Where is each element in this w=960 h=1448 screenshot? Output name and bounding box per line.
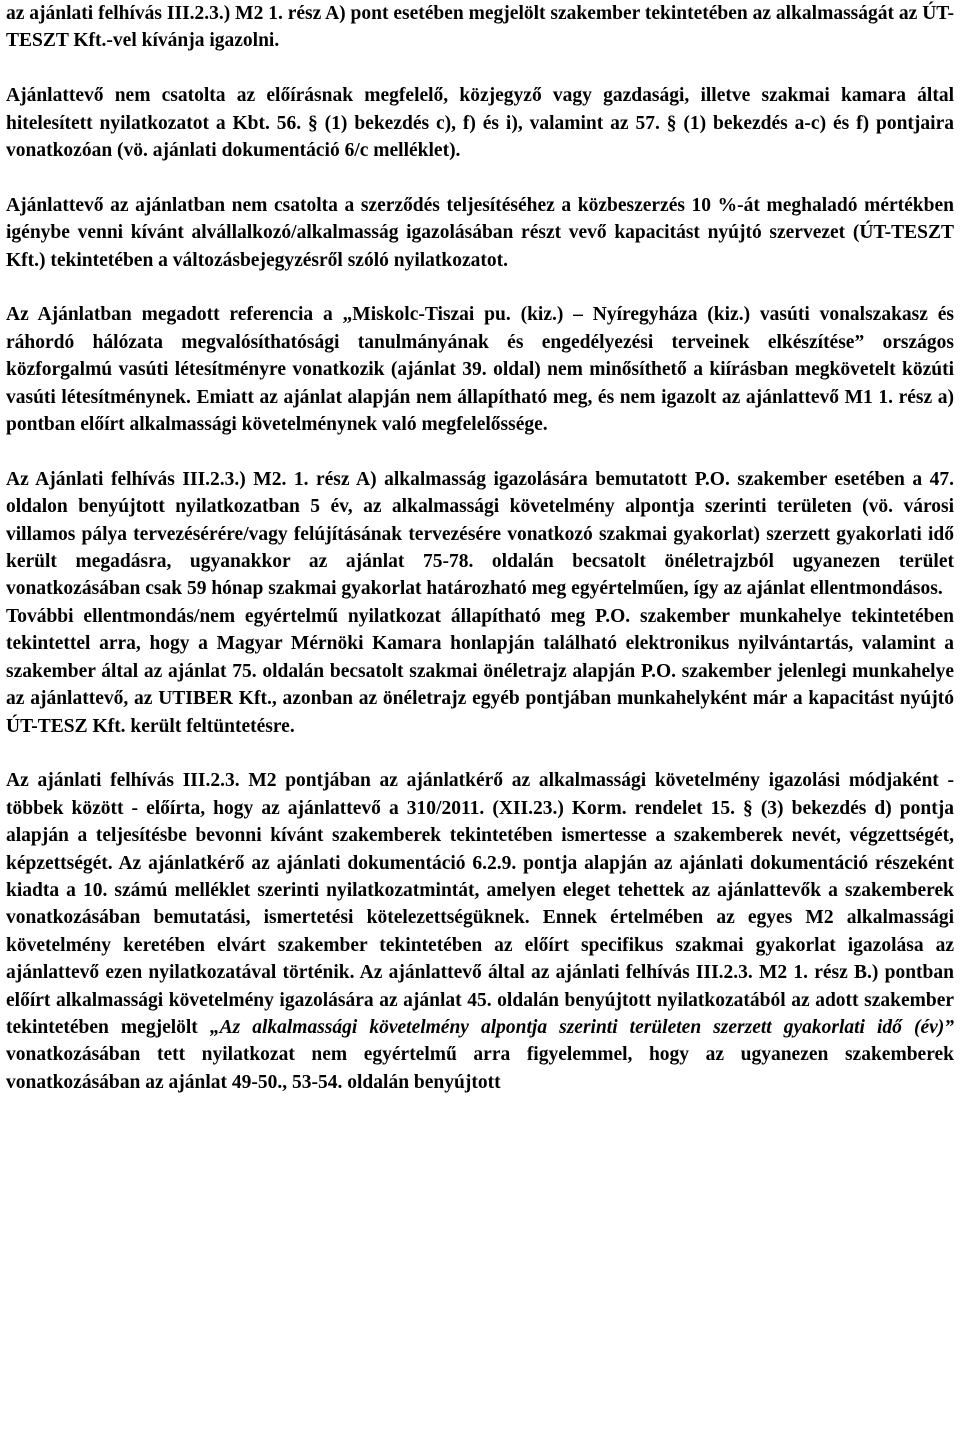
paragraph-gap	[6, 438, 954, 465]
paragraph-2: Ajánlattevő nem csatolta az előírásnak megfelelő, közjegyző vagy gazdasági, illetve szakmai kamara által hitelesített nyilatkozatot a Kbt. 56. § (1) bekezdés c), f) és i), valamint az 57. § (1) bekezdés a-c) és f) pontjaira vonatkozóan (vö. ajánlati dokumentáció 6/c melléklet).	[6, 85, 954, 162]
paragraph-7-lead-text: Az ajánlati felhívás III.2.3. M2 pontjában az ajánlatkérő az alkalmassági követelmény igazolási módjaként - többek között - előírta, hogy az ajánlattevő a 310/2011. (XII.23.) Korm. rendelet 15. § (3) bekezdés d) pontja alapján a teljesítésbe bevonni kívánt szakemberek tekintetében ismertesse a szakemberek nevét, végzettségét, képzettségét. Az ajánlatkérő az ajánlati dokumentáció 6.2.9. pontja alapján az ajánlati dokumentáció részeként kiadta a 10. számú melléklet szerinti nyilatkozatmintát, amelyen eleget tehettek az ajánlattevők a szakemberek vonatkozásában bemutatási, ismertetési kötelezettségüknek. Ennek értelmében az egyes M2 alkalmassági követelmény keretében elvárt szakember tekintetében az előírt specifikus szakmai gyakorlat igazolása az ajánlattevő ezen nyilatkozatával történik. Az ajánlattevő által az ajánlati felhívás III.2.3. M2 1. rész B.) pontban előírt alkalmassági követelmény igazolására az ajánlat 45. oldalán benyújtott nyilatkozatából az adott szakember tekintetében megjelölt	[6, 770, 954, 1038]
paragraph-gap	[6, 164, 954, 191]
paragraph-7-trailing-text: vonatkozásában tett nyilatkozat nem egyértelmű arra figyelemmel, hogy az ugyanezen szakemberek vonatkozásában az ajánlat 49-50., 53-54. oldalán benyújtott	[6, 1044, 954, 1093]
document-page	[6, 0, 954, 1448]
paragraph-5: Az Ajánlati felhívás III.2.3.) M2. 1. rész A) alkalmasság igazolására bemutatott P.O. szakember esetében a 47. oldalon benyújtott nyilatkozatban 5 év, az alkalmassági követelmény alpontja szerinti területen (vö. városi villamos pálya tervezésérére/vagy felújításának tervezésére vonatkozó szakmai gyakorlat) szerzett gyakorlati idő került megadásra, ugyanakkor az ajánlat 75-78. oldalán becsatolt önéletrajzból ugyanezen terület vonatkozásában csak 59 hónap szakmai gyakorlat határozható meg egyértelműen, így az ajánlat ellentmondásos.	[6, 468, 954, 600]
paragraph-gap	[6, 740, 954, 767]
paragraph-4: Az Ajánlatban megadott referencia a „Miskolc-Tiszai pu. (kiz.) – Nyíregyháza (kiz.) vasúti vonalszakasz és ráhordó hálózata megvalósíthatósági tanulmányának és engedélyezési terveinek elkészítése” országos közforgalmú vasúti létesítményre vonatkozik (ajánlat 39. oldal) nem minősíthető a kiírásban megkövetelt közúti vasúti létesítménynek. Emiatt az ajánlat alapján nem állapítható meg, és nem igazolt az ajánlattevő M1 1. rész a) pontban előírt alkalmassági követelménynek való megfelelőssége.	[6, 304, 954, 436]
paragraph-1: az ajánlati felhívás III.2.3.) M2 1. rész A) pont esetében megjelölt szakember tekintetében az alkalmasságát az ÚT-TESZT Kft.-vel kívánja igazolni.	[6, 3, 954, 52]
paragraph-gap	[6, 55, 954, 82]
paragraph-7	[6, 767, 954, 1096]
paragraph-7-quoted-italic: „Az alkalmassági követelmény alpontja szerinti területen szerzett gyakorlati idő (év)”	[209, 1016, 954, 1038]
paragraph-6: További ellentmondás/nem egyértelmű nyilatkozat állapítható meg P.O. szakember munkahelye tekintetében tekintettel arra, hogy a Magyar Mérnöki Kamara honlapján található elektronikus nyilvántartás, valamint a szakember által az ajánlat 75. oldalán becsatolt szakmai önéletrajz alapján P.O. szakember jelenlegi munkahelye az ajánlattevő, az UTIBER Kft., azonban az önéletrajz egyéb pontjában munkahelyként már a kapacitást nyújtó ÚT-TESZ Kft. került feltüntetésre.	[6, 605, 954, 737]
paragraph-gap	[6, 274, 954, 301]
paragraph-3: Ajánlattevő az ajánlatban nem csatolta a szerződés teljesítéséhez a közbeszerzés 10 %-át meghaladó mértékben igénybe venni kívánt alvállalkozó/alkalmasság igazolásában részt vevő kapacitást nyújtó szervezet (ÚT-TESZT Kft.) tekintetében a változásbejegyzésről szóló nyilatkozatot.	[6, 194, 954, 271]
